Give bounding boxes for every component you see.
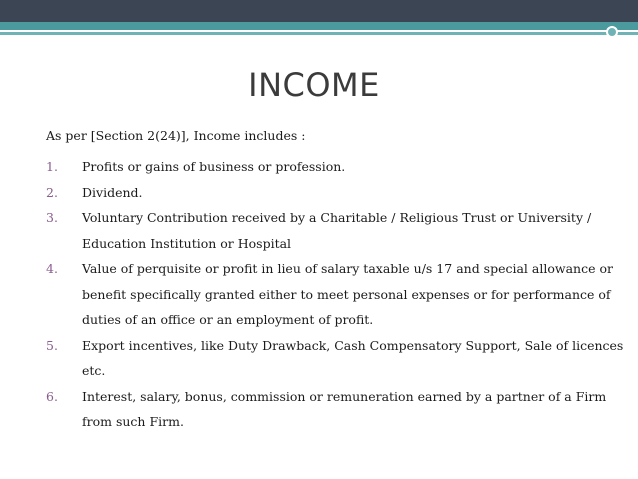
list-item-text: Export incentives, like Duty Drawback, Cash Compensatory Support, Sale of licences etc. xyxy=(82,337,624,378)
list-item-number: 4. xyxy=(46,261,58,276)
list-item-number: 5. xyxy=(46,337,58,353)
list-item-number: 3. xyxy=(46,210,58,225)
list-item-text: Profits or gains of business or profession. xyxy=(82,159,346,174)
income-list xyxy=(46,154,626,435)
slide-title-container xyxy=(0,66,628,104)
list-item-number: 6. xyxy=(46,388,58,404)
decorative-circle-icon xyxy=(606,26,618,38)
list-item-text: Interest, salary, bonus, commission or remuneration earned by a partner of a Firm from such Firm. xyxy=(82,388,607,429)
list-item xyxy=(46,384,626,435)
slide-title: INCOME xyxy=(248,66,380,104)
header-band-teal-thin xyxy=(0,32,638,35)
list-item-text: Voluntary Contribution received by a Charitable / Religious Trust or University / Education Institution or Hospital xyxy=(82,210,592,251)
list-item-number: 1. xyxy=(46,159,58,174)
header-band-teal xyxy=(0,22,638,30)
list-item xyxy=(46,205,626,256)
list-item xyxy=(46,180,626,206)
list-item-text: Value of perquisite or profit in lieu of salary taxable u/s 17 and special allowance or benefit specifically granted either to meet personal expenses or for performance of duties of an office or an employment of profit. xyxy=(82,261,613,327)
intro-text: As per [Section 2(24)], Income includes : xyxy=(46,128,306,143)
list-item xyxy=(46,154,626,180)
list-item xyxy=(46,333,626,384)
list-item xyxy=(46,256,626,333)
list-item-text: Dividend. xyxy=(82,184,143,200)
list-item-number: 2. xyxy=(46,184,58,200)
header-band-dark xyxy=(0,0,638,22)
